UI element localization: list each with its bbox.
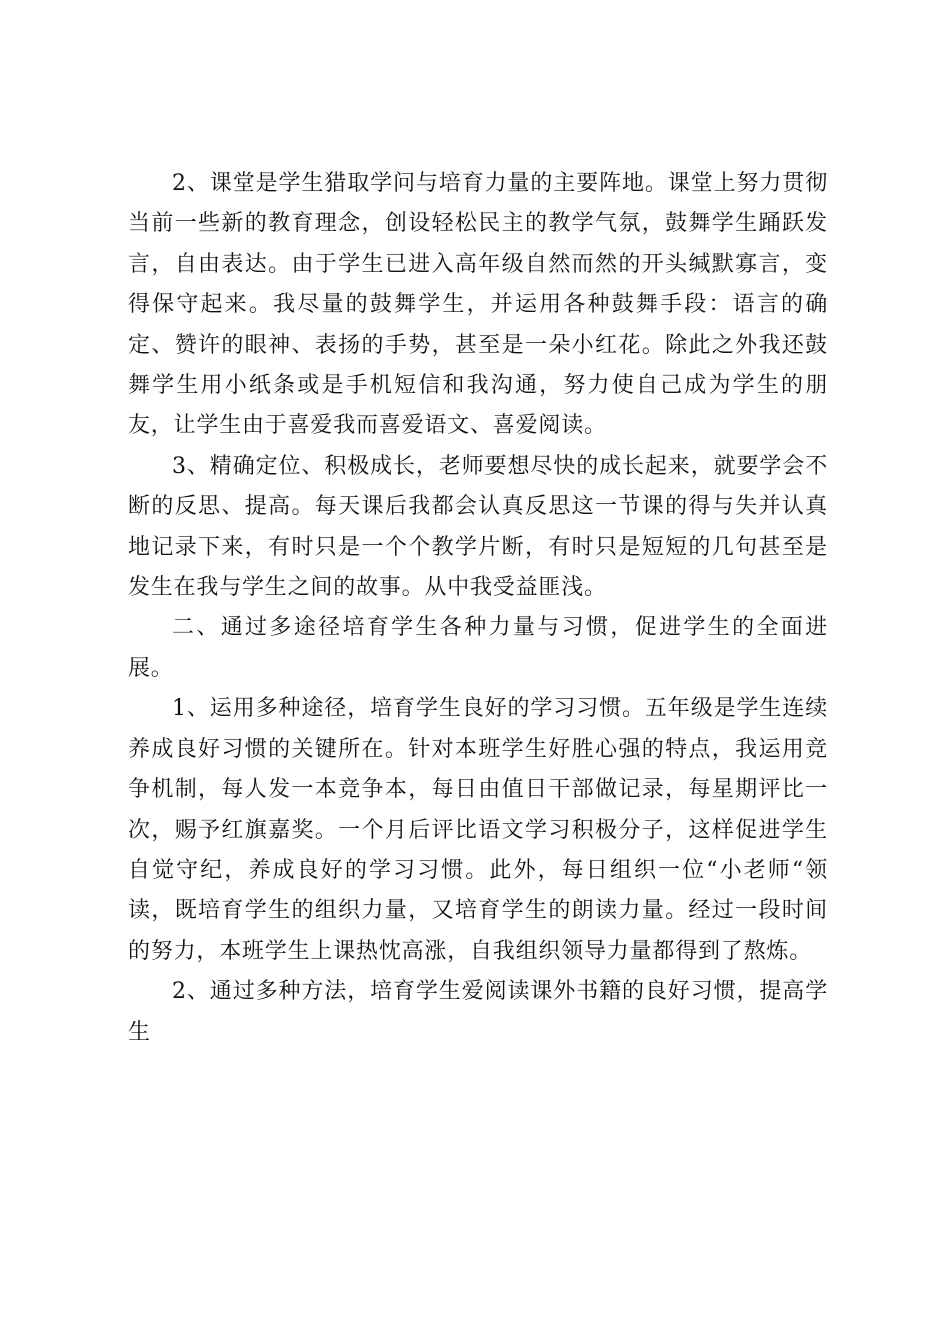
- section-heading-two: 二、通过多途径培育学生各种力量与习惯，促进学生的全面进展。: [128, 615, 828, 681]
- paragraph-classroom: 2、课堂是学生猎取学问与培育力量的主要阵地。课堂上努力贯彻当前一些新的教育理念，创设轻松民主的教学气氛，鼓舞学生踊跃发言，自由表达。由于学生已进入高年级自然而然的开头缄默寡言，变得保守起来。我尽量的鼓舞学生，并运用各种鼓舞手段：语言的确定、赞许的眼神、表扬的手势，甚至是一朵小红花。除此之外我还鼓舞学生用小纸条或是手机短信和我沟通，努力使自己成为学生的朋友，让学生由于喜爱我而喜爱语文、喜爱阅读。: [128, 171, 828, 439]
- paragraph-reading-habits: 2、通过多种方法，培育学生爱阅读课外书籍的良好习惯，提高学生: [128, 979, 828, 1045]
- paragraph-reflection: 3、精确定位、积极成长，老师要想尽快的成长起来，就要学会不断的反思、提高。每天课后我都会认真反思这一节课的得与失并认真地记录下来，有时只是一个个教学片断，有时只是短短的几句甚至是发生在我与学生之间的故事。从中我受益匪浅。: [128, 453, 828, 601]
- document-body: [128, 164, 828, 1053]
- paragraph-study-habits: 1、运用多种途径，培育学生良好的学习习惯。五年级是学生连续养成良好习惯的关键所在。针对本班学生好胜心强的特点，我运用竞争机制，每人发一本竞争本，每日由值日干部做记录，每星期评比一次，赐予红旗嘉奖。一个月后评比语文学习积极分子，这样促进学生自觉守纪，养成良好的学习习惯。此外，每日组织一位“小老师“领读，既培育学生的组织力量，又培育学生的朗读力量。经过一段时间的努力，本班学生上课热忱高涨，自我组织领导力量都得到了熬炼。: [128, 696, 828, 964]
